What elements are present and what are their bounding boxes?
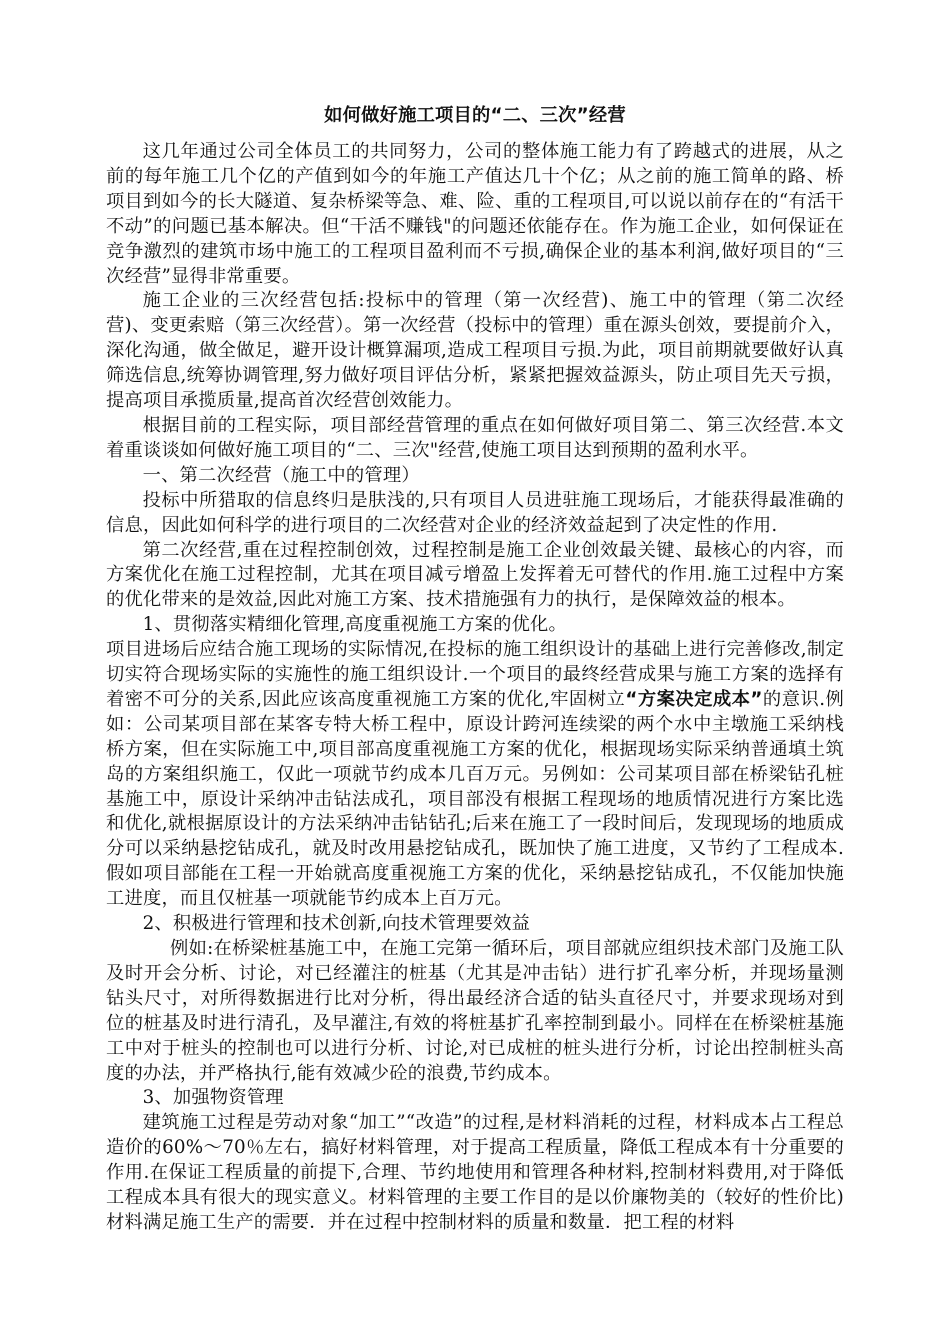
page-title: 如何做好施工项目的“二、三次”经营: [324, 105, 626, 126]
subsection-heading-3: 3、加强物资管理: [142, 1087, 284, 1109]
scheme-text-c: 的意识.例如：公司某项目部在某客专特大桥工程中，原设计跨河连续梁的两个水中主墩施工采纳栈桥方案，但在实际施工中,项目部高度重视施工方案的优化，根据现场实际采纳普通填土筑岛的方案组织施工，仅此一项就节约成本几百万元。另例如：公司某项目部在桥梁钻孔桩基施工中，原设计采纳冲击钻法成孔，项目部没有根据工程现场的地质情况进行方案比选和优化,就根据原设计的方法采纳冲击钻钻孔;后来在施工了一段时间后，发现现场的地质成分可以采纳悬挖钻成孔，就及时改用悬挖钻成孔，既加快了施工进度，又节约了工程成本.假如项目部能在工程一开始就高度重视施工方案的优化，采纳悬挖钻成孔，不仅能加快施工进度，而且仅桩基一项就能节约成本上百万元。: [106, 688, 845, 910]
paragraph-focus: 根据目前的工程实际，项目部经营管理的重点在如何做好项目第二、第三次经营.本文着重谈谈如何做好施工项目的“二、三次"经营,使施工项目达到预期的盈利水平。: [106, 414, 844, 461]
scheme-text-a: 项目进场后应结合施工现场的实际情况,在投标的施工组织设计的基础上进行完善修改,制定切实符合现场实际的实施性的施工组织设计.一个项目的最终经营成果与施工方案的选择有着密不可分的关系,因此应该高度重视施工方案的优化,牢固树立: [106, 639, 844, 710]
subsection-heading-2: 2、积极进行管理和技术创新,向技术管理要效益: [142, 913, 531, 935]
section-heading-1: 一、第二次经营（施工中的管理）: [142, 464, 420, 486]
paragraph-intro: 这几年通过公司全体员工的共同努力，公司的整体施工能力有了跨越式的进展，从之前的每年施工几个亿的产值到如今的年施工产值达几十个亿；从之前的施工简单的路、桥项目到如今的长大隧道、复杂桥梁等急、难、险、重的工程项目,可以说以前存在的“有活干不动”的问题已基本解决。但“干活不赚钱"的问题还依能存在。作为施工企业，如何保证在竞争激烈的建筑市场中施工的工程项目盈利而不亏损,确保企业的基本利润,做好项目的“三次经营”显得非常重要。: [106, 141, 844, 287]
paragraph-scheme-optimization: [106, 638, 844, 912]
paragraph-pile-example: 例如:在桥梁桩基施工中，在施工完第一循环后，项目部就应组织技术部门及施工队及时开会分析、讨论，对已经灌注的桩基（尤其是冲击钻）进行扩孔率分析，并现场量测钻头尺寸，对所得数据进行比对分析，得出最经济合适的钻头直径尺寸，并要求现场对到位的桩基及时进行清孔，及早灌注,有效的将桩基扩孔率控制到最小。同样在在桥梁桩基施工中对于桩头的控制也可以进行分析、讨论,对已成桩的桩头进行分析，讨论出控制桩头高度的办法，并严格执行,能有效减少砼的浪费,节约成本。: [106, 938, 844, 1084]
paragraph-three-operations: 施工企业的三次经营包括:投标中的管理（第一次经营)、施工中的管理（第二次经营)、变更索赔（第三次经营）。第一次经营（投标中的管理）重在源头创效，要提前介入，深化沟通，做全做足，避开设计概算漏项,造成工程项目亏损.为此，项目前期就要做好认真筛选信息,统筹协调管理,努力做好项目评估分析，紧紧把握效益源头，防止项目先天亏损，提高项目承揽质量,提高首次经营创效能力。: [106, 290, 844, 412]
scheme-emphasis: “方案决定成本”: [625, 688, 763, 710]
paragraph-material-management: 建筑施工过程是劳动对象“加工”“改造”的过程,是材料消耗的过程，材料成本占工程总造价的60%～70％左右，搞好材料管理，对于提高工程质量，降低工程成本有十分重要的作用.在保证工程质量的前提下,合理、节约地使用和管理各种材料,控制材料费用,对于降低工程成本具有很大的现实意义。材料管理的主要工作目的是以价廉物美的（较好的性价比)材料满足施工生产的需要．并在过程中控制材料的质量和数量．把工程的材料: [106, 1112, 844, 1233]
paragraph-bid-info: 投标中所猎取的信息终归是肤浅的,只有项目人员进驻施工现场后，才能获得最准确的信息，因此如何科学的进行项目的二次经营对企业的经济效益起到了决定性的作用.: [106, 489, 844, 536]
subsection-heading-1: 1、贯彻落实精细化管理,高度重视施工方案的优化。: [142, 614, 568, 636]
paragraph-second-operation: 第二次经营,重在过程控制创效，过程控制是施工企业创效最关键、最核心的内容，而方案优化在施工过程控制，尤其在项目减亏增盈上发挥着无可替代的作用.施工过程中方案的优化带来的是效益,因此对施工方案、技术措施强有力的执行，是保障效益的根本。: [106, 539, 844, 611]
